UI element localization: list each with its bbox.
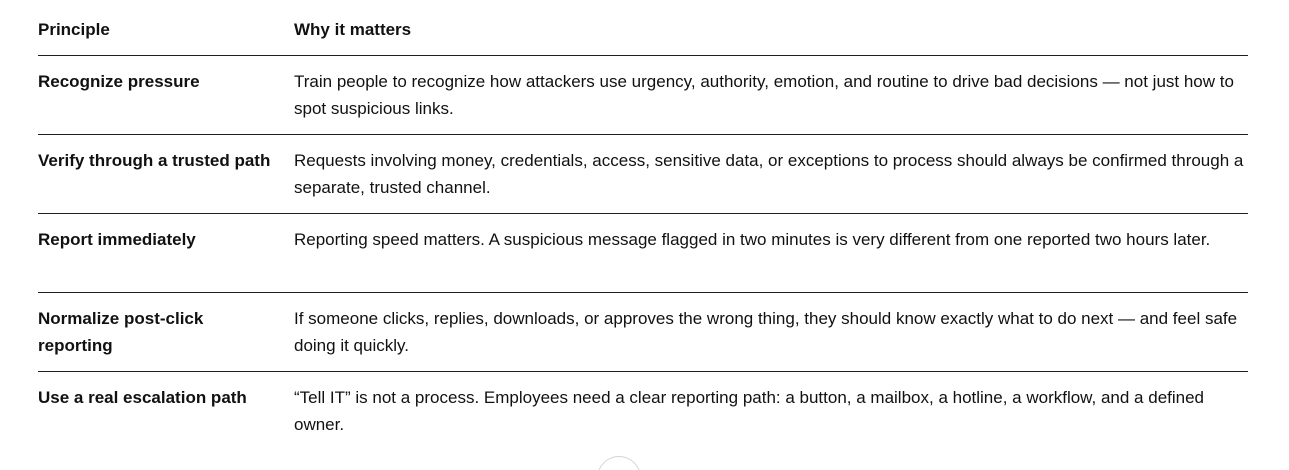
principle-cell: Normalize post-click reporting (38, 309, 204, 355)
principle-cell: Recognize pressure (38, 72, 200, 91)
why-it-matters-cell: If someone clicks, replies, downloads, or approves the wrong thing, they should know exactly what to do next — and feel safe doing it quickly. (294, 309, 1238, 355)
table-row (38, 56, 1248, 135)
why-it-matters-cell: Train people to recognize how attackers use urgency, authority, emotion, and routine to drive bad decisions — not just how to spot suspicious links. (294, 72, 1234, 118)
principle-cell: Report immediately (38, 230, 196, 249)
table-row (38, 135, 1248, 214)
table-row (38, 214, 1248, 293)
column-header-why-it-matters: Why it matters (294, 20, 412, 39)
why-it-matters-cell: Requests involving money, credentials, access, sensitive data, or exceptions to process should always be confirmed through a separate, trusted channel. (294, 151, 1244, 197)
why-it-matters-cell: “Tell IT” is not a process. Employees need a clear reporting path: a button, a mailbox, a hotline, a workflow, and a defined owner. (294, 388, 1205, 434)
principle-cell: Use a real escalation path (38, 388, 247, 407)
principles-table (38, 8, 1248, 451)
column-header-principle: Principle (38, 20, 110, 39)
why-it-matters-cell: Reporting speed matters. A suspicious message flagged in two minutes is very different from one reported two hours later. (294, 230, 1211, 249)
table-row (38, 293, 1248, 372)
table-header-row (38, 8, 1248, 56)
principle-cell: Verify through a trusted path (38, 151, 271, 170)
table-row (38, 372, 1248, 451)
scroll-down-button[interactable] (597, 456, 641, 470)
